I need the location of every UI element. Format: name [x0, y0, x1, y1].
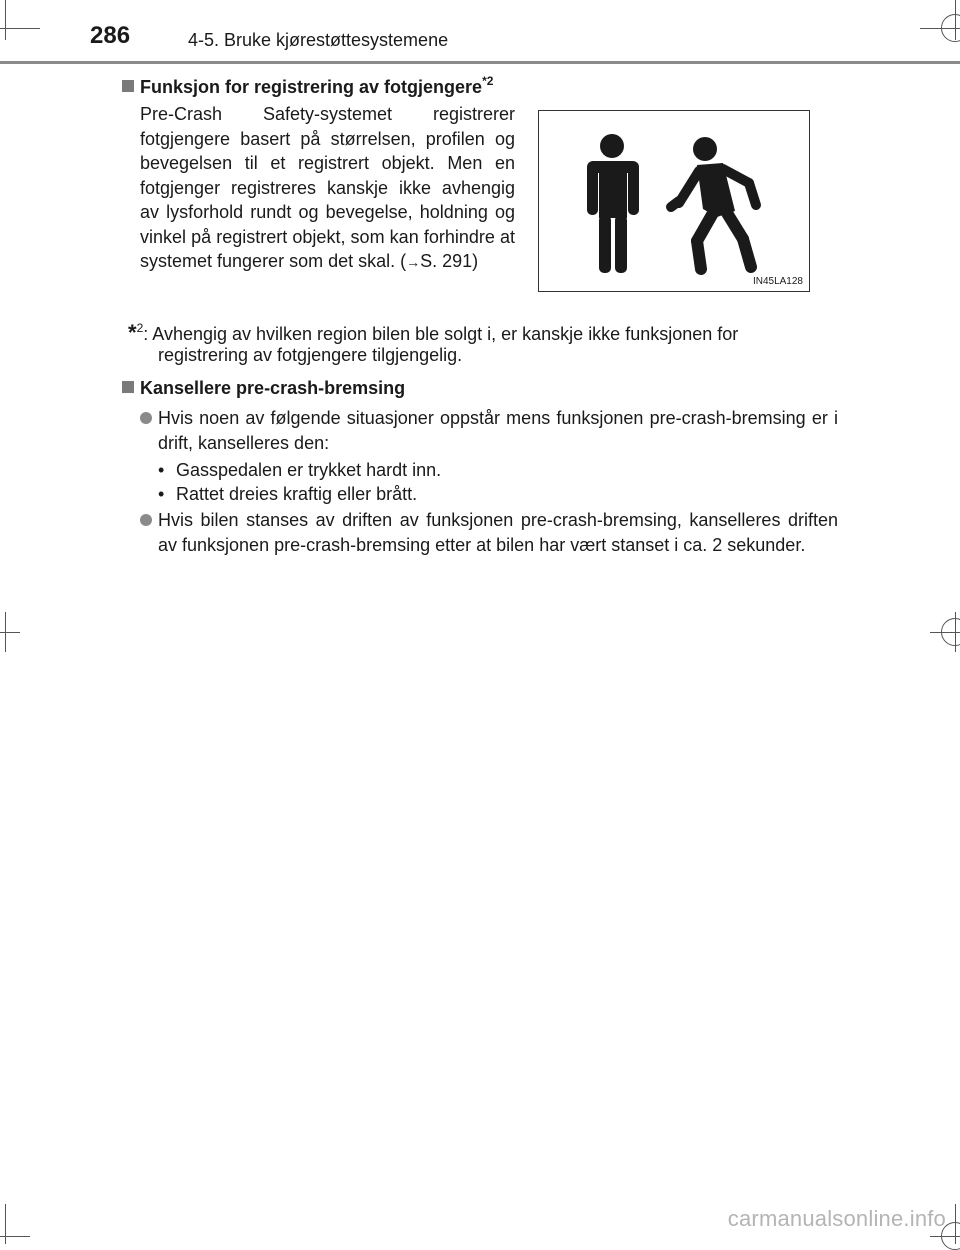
footnote — [128, 316, 838, 347]
footnote-text: : Avhengig av hvilken region bilen ble solgt i, er kanskje ikke funksjonen for — [143, 324, 739, 344]
standing-person-icon — [587, 134, 639, 273]
figure-code: IN45LA128 — [752, 276, 803, 287]
header-rule — [0, 61, 960, 64]
watermark: carmanualsonline.info — [727, 1206, 946, 1231]
walking-person-icon — [671, 137, 756, 269]
section-heading-text: Kansellere pre-crash-bremsing — [140, 378, 406, 398]
page-header — [0, 0, 960, 64]
section-heading-text: Funksjon for registrering av fotgjengere — [140, 77, 483, 97]
page-number: 286 — [90, 22, 131, 49]
paragraph-text: Pre-Crash Safety-systemet registrerer fotgjengere basert på størrelsen, profilen og bevegelsen til et registrert objekt. Men en fotgjenger registreres kanskje ikke avhengig av lysforhold rundt og bevegelse, holdning og vinkel på registrert objekt, som kan forhindre at systemet fungerer som det skal. ( — [140, 104, 515, 271]
page-reference-link[interactable]: S. 291) — [420, 251, 479, 271]
dash-bullet: • — [158, 460, 165, 480]
footnote-continuation: registrering av fotgjengere tilgjengelig. — [158, 345, 463, 365]
bullet-item: Hvis bilen stanses av driften av funksjonen pre-crash-bremsing, kanselleres driften av funksjonen pre-crash-bremsing etter at bilen har vært stanset i ca. 2 sekunder. — [158, 510, 838, 555]
list-item — [158, 482, 838, 507]
bullet-dot-icon — [140, 514, 152, 526]
list-item-text: Gasspedalen er trykket hardt inn. — [176, 460, 442, 480]
reference-arrow-icon: → — [406, 254, 421, 270]
dash-bullet: • — [158, 484, 165, 504]
pedestrian-paragraph — [140, 102, 515, 275]
pedestrian-figure — [538, 110, 810, 292]
footnote-star: * — [128, 320, 137, 345]
bullet-dot-icon — [140, 412, 152, 424]
pedestrian-silhouettes-icon — [539, 111, 809, 291]
list-item — [158, 458, 838, 483]
section-heading-cancel — [122, 378, 405, 399]
footnote-number: 2 — [136, 321, 144, 335]
square-bullet-icon — [122, 80, 134, 92]
section-heading-pedestrian — [122, 74, 493, 98]
chapter-title: 4-5. Bruke kjørestøttesystemene — [188, 30, 449, 50]
bullet-item: Hvis noen av følgende situasjoner oppstår mens funksjonen pre-crash-bremsing er i drift, kanselleres den: — [158, 408, 838, 453]
list-item-text: Rattet dreies kraftig eller brått. — [176, 484, 418, 504]
heading-footnote-mark: *2 — [482, 74, 494, 88]
square-bullet-icon — [122, 381, 134, 393]
